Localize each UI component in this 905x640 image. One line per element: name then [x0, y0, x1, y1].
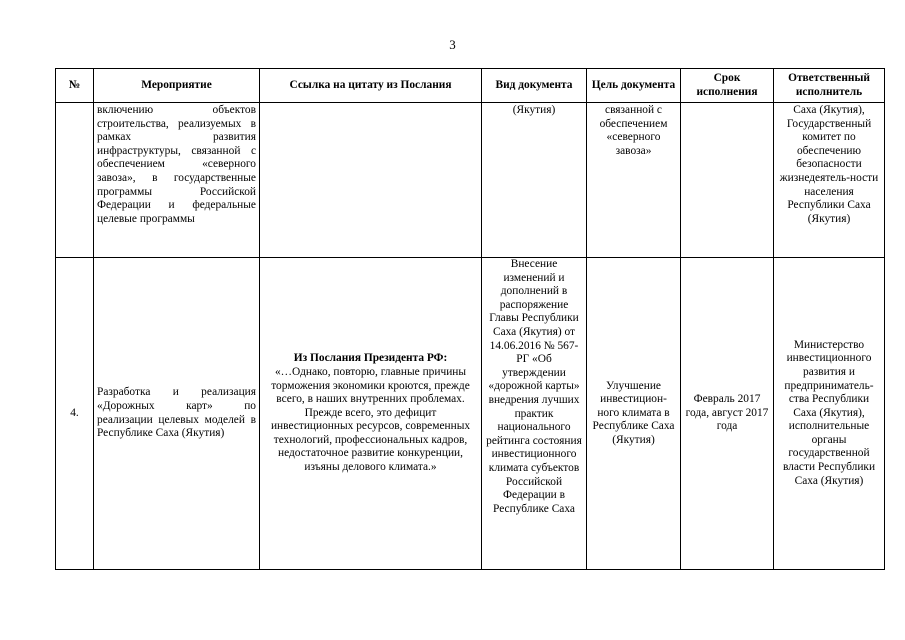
cell-responsible: Министерство инвестиционного развития и предприниматель-ства Республики Саха (Якутия), исполнительные органы государственной власти Республики Саха (Якутия): [774, 258, 885, 570]
header-responsible: Ответственный исполнитель: [774, 69, 885, 103]
header-row: [56, 69, 885, 103]
cell-responsible: Саха (Якутия), Государственный комитет по обеспечению безопасности жизнедеятель-ности населения Республики Саха (Якутия): [774, 103, 885, 258]
cell-quote: [260, 258, 482, 570]
header-num: №: [56, 69, 94, 103]
cell-event: Разработка и реализация «Дорожных карт» по реализации целевых моделей в Республике Саха (Якутия): [94, 258, 260, 570]
cell-num: 4.: [56, 258, 94, 570]
cell-doc-type: Внесение изменений и дополнений в распоряжение Главы Республики Саха (Якутия) от 14.06.2016 № 567-РГ «Об утверждении «дорожной карты» внедрения лучших практик национального рейтинга состояния инвестиционного климата субъектов Российской Федерации в Республике Саха: [482, 258, 587, 570]
header-goal: Цель документа: [587, 69, 681, 103]
header-deadline: Срок исполнения: [681, 69, 774, 103]
quote-text: «…Однако, повторю, главные причины торможения экономики кроются, прежде всего, в наших внутренних проблемах. Прежде всего, это дефицит инвестиционных ресурсов, современных технологий, профессиональных кадров, недостаточное развитие конкуренции, изъяны делового климата.»: [270, 365, 471, 474]
cell-deadline: [681, 103, 774, 258]
page-number: 3: [449, 37, 456, 52]
header-quote: Ссылка на цитату из Послания: [260, 69, 482, 103]
table-row: [56, 103, 885, 258]
quote-title: Из Послания Президента РФ:: [293, 352, 448, 365]
cell-goal: связанной с обеспечением «северного завоза»: [587, 103, 681, 258]
cell-goal: Улучшение инвестицион-ного климата в Республике Саха (Якутия): [587, 258, 681, 570]
cell-event: включению объектов строительства, реализуемых в рамках развития инфраструктуры, связанной с обеспечением «северного завоза», в государственные программы Российской Федерации и федеральные целевые программы: [94, 103, 260, 258]
header-doc-type: Вид документа: [482, 69, 587, 103]
header-event: Мероприятие: [94, 69, 260, 103]
cell-quote: [260, 103, 482, 258]
cell-deadline: Февраль 2017 года, август 2017 года: [681, 258, 774, 570]
plan-table: [55, 68, 885, 570]
cell-doc-type: (Якутия): [482, 103, 587, 258]
cell-num: [56, 103, 94, 258]
table-row: [56, 258, 885, 570]
